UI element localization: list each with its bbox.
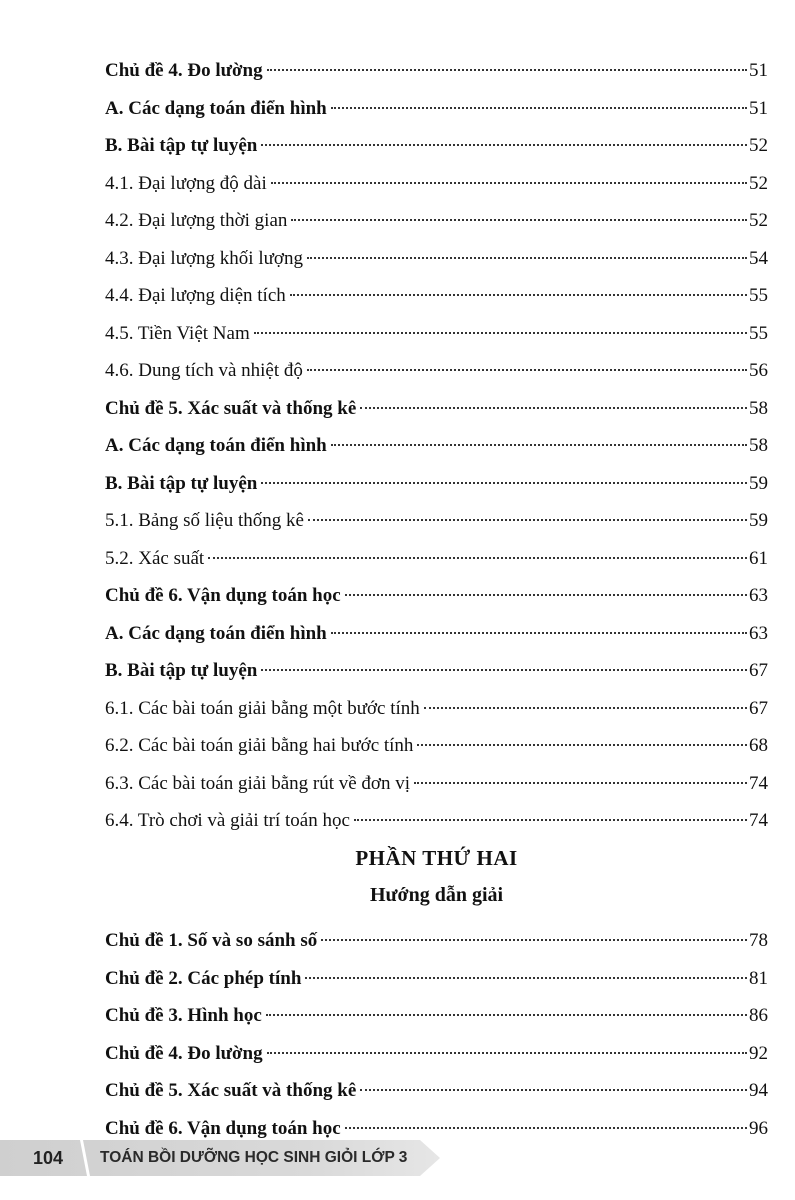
toc-entry (105, 165, 768, 203)
toc-dot-leader (266, 1014, 747, 1016)
toc-entry-title: Chủ đề 6. Vận dụng toán học (105, 1117, 341, 1139)
toc-entry-page: 52 (749, 210, 768, 231)
toc-entry (105, 997, 768, 1035)
toc-dot-leader (354, 819, 747, 821)
toc-entry-page: 67 (749, 697, 768, 719)
toc-dot-leader (208, 557, 747, 559)
page-footer (0, 1140, 440, 1176)
toc-dot-leader (271, 182, 747, 184)
toc-entry-page: 74 (749, 810, 768, 831)
toc-entry (105, 240, 768, 278)
toc-entry-page: 52 (749, 135, 768, 156)
toc-entry-page: 86 (749, 1005, 768, 1026)
toc-dot-leader (331, 444, 747, 446)
toc-entry-title: B. Bài tập tự luyện (105, 472, 258, 494)
toc-dot-leader (254, 332, 747, 334)
toc-entry-page: 56 (749, 360, 768, 381)
toc-entry (105, 727, 768, 765)
toc-dot-leader (308, 519, 747, 521)
toc-entry-title: Chủ đề 6. Vận dụng toán học (105, 585, 341, 606)
toc-entry-page: 74 (749, 772, 768, 794)
toc-entry-page: 52 (749, 172, 768, 194)
toc-entry-page: 78 (749, 930, 768, 951)
toc-entry-page: 58 (749, 435, 768, 456)
toc-entry (105, 652, 768, 690)
toc-entry-page: 63 (749, 585, 768, 606)
toc-dot-leader (307, 257, 747, 259)
toc-entry-title: Chủ đề 5. Xác suất và thống kê (105, 1080, 357, 1101)
toc-entry (105, 352, 768, 390)
toc-entry-title: 4.2. Đại lượng thời gian (105, 210, 288, 231)
toc-entry (105, 802, 768, 840)
toc-dot-leader (360, 407, 747, 409)
toc-entry (105, 127, 768, 165)
toc-list-part-two (105, 922, 768, 1147)
toc-dot-leader (331, 632, 747, 634)
toc-entry (105, 690, 768, 728)
toc-entry-title: 6.1. Các bài toán giải bằng một bước tính (105, 697, 420, 719)
toc-entry (105, 90, 768, 128)
toc-dot-leader (261, 144, 747, 146)
toc-entry-page: 58 (749, 397, 768, 419)
toc-entry (105, 577, 768, 615)
toc-entry-title: 5.1. Bảng số liệu thống kê (105, 510, 304, 531)
toc-entry (105, 315, 768, 353)
toc-entry-title: A. Các dạng toán điển hình (105, 435, 327, 456)
toc-dot-leader (345, 1127, 747, 1129)
toc-entry-page: 68 (749, 735, 768, 756)
toc-entry-title: Chủ đề 5. Xác suất và thống kê (105, 397, 357, 419)
toc-entry-title: 5.2. Xác suất (105, 547, 205, 569)
toc-entry (105, 427, 768, 465)
toc-entry (105, 960, 768, 998)
toc-entry-page: 67 (749, 660, 768, 681)
toc-dot-leader (267, 1052, 747, 1054)
toc-entry-page: 61 (749, 547, 768, 569)
toc-entry-title: 6.2. Các bài toán giải bằng hai bước tính (105, 735, 414, 756)
toc-dot-leader (331, 107, 747, 109)
toc-dot-leader (307, 369, 747, 371)
toc-entry (105, 1035, 768, 1073)
toc-entry-title: 4.3. Đại lượng khối lượng (105, 247, 303, 269)
toc-dot-leader (267, 69, 747, 71)
book-title: TOÁN BỒI DƯỠNG HỌC SINH GIỎI LỚP 3 (100, 1149, 408, 1166)
toc-entry (105, 202, 768, 240)
toc-entry (105, 1072, 768, 1110)
toc-entry-title: B. Bài tập tự luyện (105, 660, 258, 681)
toc-entry (105, 540, 768, 578)
toc-dot-leader (305, 977, 747, 979)
toc-entry-page: 59 (749, 472, 768, 494)
toc-dot-leader (345, 594, 747, 596)
toc-entry (105, 465, 768, 503)
toc-dot-leader (424, 707, 747, 709)
toc-entry-title: 4.4. Đại lượng diện tích (105, 285, 286, 306)
toc-dot-leader (321, 939, 747, 941)
toc-dot-leader (360, 1089, 747, 1091)
toc-entry-page: 51 (749, 97, 768, 119)
toc-entry-title: 4.5. Tiền Việt Nam (105, 322, 250, 344)
toc-entry-title: Chủ đề 4. Đo lường (105, 60, 263, 81)
page-number: 104 (32, 1148, 64, 1168)
toc-entry-page: 55 (749, 322, 768, 344)
toc-entry-page: 81 (749, 967, 768, 989)
toc-dot-leader (291, 219, 747, 221)
toc-dot-leader (290, 294, 747, 296)
toc-entry (105, 615, 768, 653)
toc-entry (105, 922, 768, 960)
toc-entry-title: B. Bài tập tự luyện (105, 135, 258, 156)
toc-dot-leader (417, 744, 747, 746)
toc-entry-title: 4.6. Dung tích và nhiệt độ (105, 360, 303, 381)
toc-entry (105, 52, 768, 90)
toc-entry-title: Chủ đề 2. Các phép tính (105, 967, 302, 989)
toc-entry-page: 94 (749, 1080, 768, 1101)
toc-list-part-one (105, 52, 768, 840)
toc-dot-leader (414, 782, 747, 784)
toc-entry-page: 96 (749, 1117, 768, 1139)
toc-entry-page: 55 (749, 285, 768, 306)
toc-entry-title: A. Các dạng toán điển hình (105, 97, 327, 119)
toc-entry-title: Chủ đề 4. Đo lường (105, 1042, 263, 1064)
toc-dot-leader (261, 669, 747, 671)
toc-entry-page: 63 (749, 622, 768, 644)
toc-dot-leader (261, 482, 747, 484)
toc-entry-title: 6.3. Các bài toán giải bằng rút về đơn vị (105, 772, 411, 794)
part-title: PHẦN THỨ HAI (355, 846, 518, 870)
toc-entry-page: 59 (749, 510, 768, 531)
toc-entry (105, 765, 768, 803)
toc-entry (105, 277, 768, 315)
toc-entry (105, 390, 768, 428)
toc-entry-title: Chủ đề 3. Hình học (105, 1005, 262, 1026)
toc-entry-title: A. Các dạng toán điển hình (105, 622, 327, 644)
toc-entry-page: 51 (749, 60, 768, 81)
toc-entry-page: 92 (749, 1042, 768, 1064)
toc-entry-title: 4.1. Đại lượng độ dài (105, 172, 267, 194)
part-subtitle: Hướng dẫn giải (369, 884, 504, 906)
toc-entry-page: 54 (749, 247, 768, 269)
toc-entry (105, 502, 768, 540)
toc-entry-title: Chủ đề 1. Số và so sánh số (105, 930, 318, 951)
toc-entry-title: 6.4. Trò chơi và giải trí toán học (105, 810, 350, 831)
